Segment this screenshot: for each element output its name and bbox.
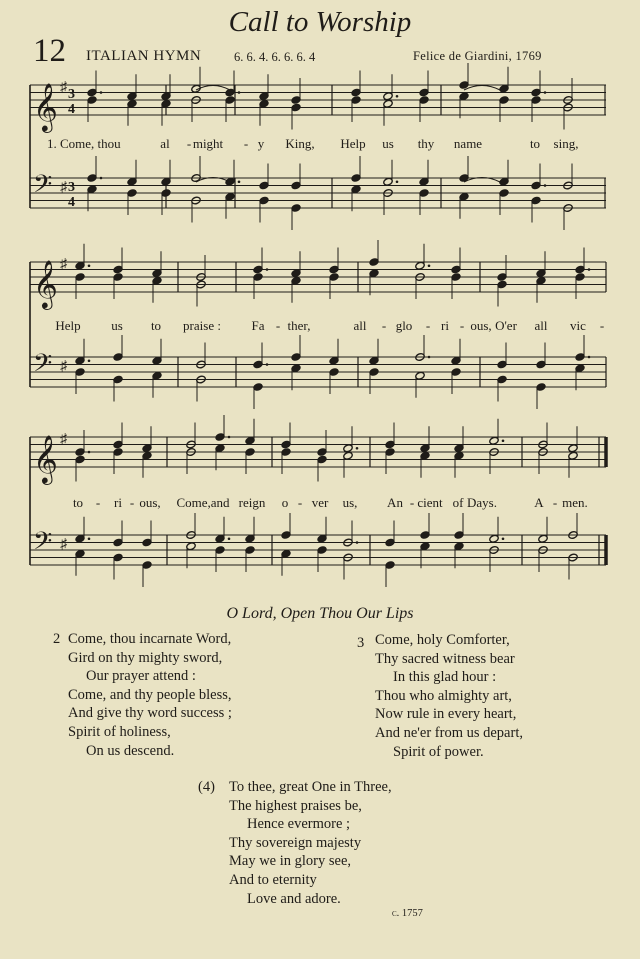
- lyric-syllable: to: [72, 495, 84, 510]
- time-signature-bottom: 4: [68, 195, 75, 210]
- lyric-syllable: 1. Come, thou: [47, 136, 121, 151]
- lyric-syllable: ver: [311, 495, 329, 510]
- verse-line: Thou who almighty art,: [375, 687, 512, 704]
- verse-line: To thee, great One in Three,: [229, 779, 392, 795]
- augmentation-dot: [428, 264, 431, 267]
- lyric-syllable: of: [452, 495, 464, 510]
- verse-number: 2: [53, 631, 61, 647]
- lyric-syllable: us,: [342, 495, 358, 510]
- verse-line: And give thy word success ;: [68, 705, 232, 722]
- lyric-syllable: A: [534, 495, 544, 510]
- verse-line: Hence evermore ;: [247, 816, 351, 833]
- augmentation-dot: [502, 439, 505, 442]
- lyric-syllable: Help: [340, 136, 366, 151]
- verse-line: Come, thou incarnate Word,: [68, 631, 232, 647]
- lyric-syllable: ri: [441, 318, 449, 333]
- verse-line: Gird on thy mighty sword,: [68, 649, 223, 666]
- lyric-syllable: -: [381, 318, 387, 333]
- augmentation-dot: [544, 91, 547, 94]
- verse-line: Spirit of power.: [393, 743, 484, 760]
- lyric-syllable: Days.: [467, 495, 497, 510]
- lyric-syllable: al: [160, 136, 170, 151]
- verse-line: And to eternity: [229, 872, 317, 888]
- treble-clef: 𝄞: [33, 434, 58, 483]
- key-signature-sharp: ♯: [60, 257, 67, 272]
- lyric-syllable: reign: [238, 495, 266, 510]
- lyric-syllable: Fa: [251, 318, 265, 333]
- verse-line: Thy sacred witness bear: [375, 650, 515, 667]
- lyric-syllable: all: [353, 318, 367, 333]
- verse-line: Love and adore.: [247, 890, 341, 907]
- date-note: c. 1757: [392, 908, 423, 919]
- augmentation-dot: [88, 451, 91, 454]
- augmentation-dot: [502, 537, 505, 540]
- augmentation-dot: [100, 177, 103, 180]
- lyric-syllable: glo: [395, 318, 413, 333]
- treble-clef: 𝄞: [33, 259, 58, 308]
- bass-clef: 𝄢: [33, 170, 53, 205]
- lyric-syllable: cient: [417, 495, 443, 510]
- time-signature-top: 3: [68, 180, 75, 195]
- augmentation-dot: [356, 447, 359, 450]
- lyric-syllable: y: [257, 136, 265, 151]
- tune-name: ITALIAN HYMN: [86, 48, 202, 64]
- lyric-syllable: -: [129, 495, 135, 510]
- augmentation-dot: [266, 363, 269, 366]
- lyric-syllable: us: [382, 136, 394, 151]
- augmentation-dot: [88, 359, 91, 362]
- verse-line: Spirit of holiness,: [68, 724, 171, 740]
- key-signature-sharp: ♯: [60, 80, 67, 95]
- section-title: Call to Worship: [228, 6, 412, 38]
- lyric-syllable: O'er: [495, 318, 517, 333]
- augmentation-dot: [228, 436, 231, 439]
- lyric-syllable: -: [297, 495, 303, 510]
- augmentation-dot: [266, 268, 269, 271]
- key-signature-sharp: ♯: [60, 359, 67, 374]
- hymn-subtitle: O Lord, Open Thou Our Lips: [226, 605, 414, 622]
- lyric-syllable: ri: [114, 495, 122, 510]
- lyric-syllable: us: [111, 318, 123, 333]
- verse-number: (4): [198, 779, 215, 795]
- bass-clef: 𝄢: [33, 349, 53, 384]
- lyric-syllable: An: [387, 495, 403, 510]
- lyric-syllable: thy: [417, 136, 435, 151]
- verse-line: The highest praises be,: [229, 797, 362, 814]
- augmentation-dot: [88, 537, 91, 540]
- augmentation-dot: [396, 180, 399, 183]
- lyric-syllable: ous,: [470, 318, 492, 333]
- key-signature-sharp: ♯: [60, 432, 67, 447]
- augmentation-dot: [100, 91, 103, 94]
- augmentation-dot: [588, 268, 591, 271]
- verse-line: Come, holy Comforter,: [375, 632, 510, 648]
- lyric-syllable: sing,: [553, 136, 579, 151]
- lyric-syllable: all: [534, 318, 548, 333]
- verse-line: Our prayer attend :: [86, 668, 196, 685]
- verse-number: 3: [357, 635, 365, 651]
- lyric-syllable: vic: [570, 318, 586, 333]
- composer: Felice de Giardini, 1769: [413, 49, 542, 63]
- verse-line: Come, and thy people bless,: [68, 686, 232, 703]
- time-signature-bottom: 4: [68, 102, 75, 117]
- lyric-syllable: -: [459, 318, 465, 333]
- lyric-syllable: -: [186, 136, 192, 151]
- meter: 6. 6. 4. 6. 6. 6. 4: [234, 50, 316, 64]
- lyric-syllable: -: [243, 136, 249, 151]
- verse-line: May we in glory see,: [229, 853, 352, 870]
- lyric-syllable: -: [95, 495, 101, 510]
- treble-clef: 𝄞: [33, 82, 58, 131]
- augmentation-dot: [238, 180, 241, 183]
- verse-line: On us descend.: [86, 742, 175, 759]
- lyric-syllable: men.: [562, 495, 588, 510]
- lyric-syllable: to: [529, 136, 541, 151]
- key-signature-sharp: ♯: [60, 537, 67, 552]
- lyric-syllable: King,: [285, 136, 315, 151]
- augmentation-dot: [228, 537, 231, 540]
- lyric-syllable: -: [409, 495, 415, 510]
- augmentation-dot: [428, 356, 431, 359]
- slur: [196, 86, 230, 91]
- slur: [464, 86, 500, 91]
- lyric-syllable: -: [552, 495, 558, 510]
- key-signature-sharp: ♯: [60, 180, 67, 195]
- augmentation-dot: [356, 541, 359, 544]
- hymn-number: 12: [33, 33, 66, 69]
- lyric-syllable: -: [275, 318, 281, 333]
- lyric-syllable: ther,: [287, 318, 311, 333]
- lyric-syllable: to: [150, 318, 162, 333]
- lyric-syllable: praise :: [183, 318, 221, 333]
- time-signature-top: 3: [68, 87, 75, 102]
- augmentation-dot: [88, 264, 91, 267]
- lyric-syllable: -: [425, 318, 431, 333]
- lyric-syllable: name: [453, 136, 483, 151]
- lyric-syllable: Come,and: [176, 495, 230, 510]
- augmentation-dot: [238, 91, 241, 94]
- augmentation-dot: [544, 184, 547, 187]
- augmentation-dot: [396, 95, 399, 98]
- lyric-syllable: Help: [55, 318, 81, 333]
- augmentation-dot: [588, 356, 591, 359]
- lyric-syllable: might: [192, 136, 224, 151]
- verse-line: In this glad hour :: [393, 669, 497, 686]
- lyric-syllable: ous,: [139, 495, 161, 510]
- verse-line: Thy sovereign majesty: [229, 834, 362, 851]
- verse-line: Now rule in every heart,: [375, 706, 517, 723]
- verse-line: And ne'er from us depart,: [375, 725, 523, 741]
- bass-clef: 𝄢: [33, 527, 53, 562]
- lyric-syllable: o: [281, 495, 289, 510]
- lyric-syllable: -: [599, 318, 605, 333]
